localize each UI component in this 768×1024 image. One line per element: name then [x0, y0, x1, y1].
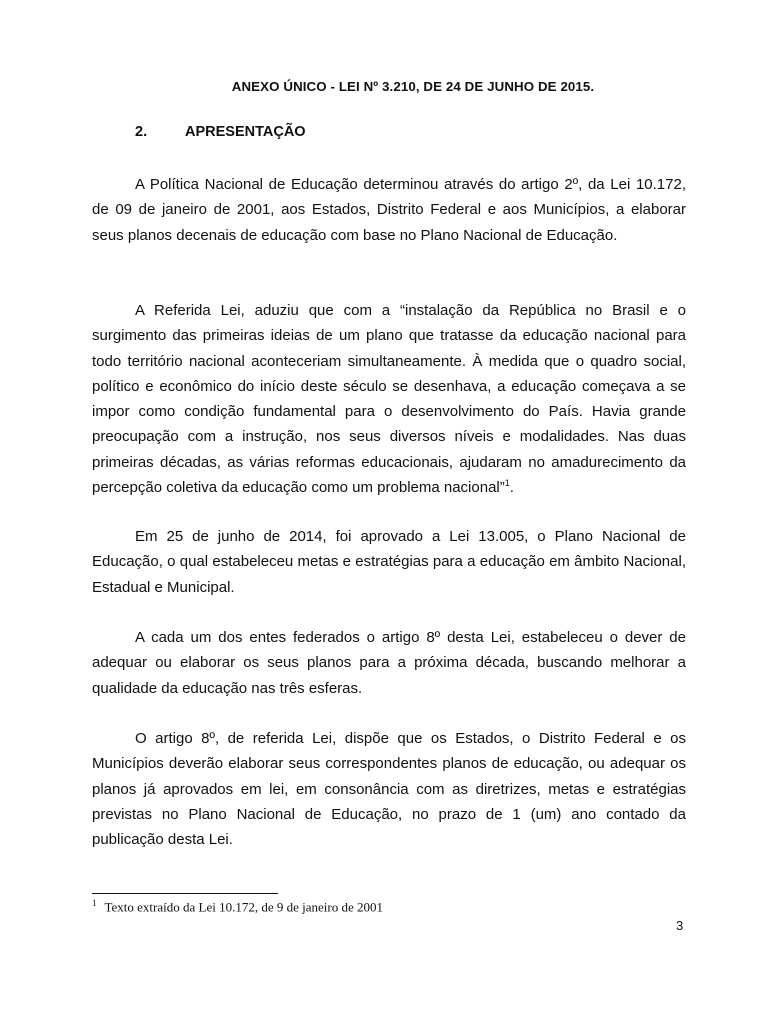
footnote-divider: [92, 893, 278, 894]
section-heading: [135, 124, 306, 140]
paragraph-1: A Política Nacional de Educação determinou através do artigo 2º, da Lei 10.172, de 09 de janeiro de 2001, aos Estados, Distrito Federal e aos Municípios, a elaborar seus planos decenais de educação com base no Plano Nacional de Educação.: [92, 176, 686, 244]
document-title: ANEXO ÚNICO - LEI Nº 3.210, DE 24 DE JUNHO DE 2015.: [231, 79, 595, 94]
paragraph-5: O artigo 8º, de referida Lei, dispõe que os Estados, o Distrito Federal e os Municípios deverão elaborar seus correspondentes planos de educação, ou adequar os planos já aprovados em lei, em consonância com as diretrizes, metas e estratégias previstas no Plano Nacional de Educação, no prazo de 1 (um) ano contado da publicação desta Lei.: [92, 730, 686, 849]
paragraph-3: Em 25 de junho de 2014, foi aprovado a Lei 13.005, o Plano Nacional de Educação, o qual estabeleceu metas e estratégias para a educação em âmbito Nacional, Estadual e Municipal.: [92, 528, 686, 596]
paragraph-2-end: .: [509, 479, 514, 497]
paragraph-2: [92, 298, 686, 500]
footnote-reference[interactable]: 1: [504, 478, 510, 489]
section-title: APRESENTAÇÃO: [185, 124, 306, 140]
footnote: [92, 898, 383, 915]
page-number: 3: [676, 918, 684, 933]
footnote-marker: 1: [92, 898, 97, 908]
paragraph-4: A cada um dos entes federados o artigo 8º desta Lei, estabeleceu o dever de adequar ou elaborar os seus planos para a próxima década, buscando melhorar a qualidade da educação nas três esferas.: [92, 629, 686, 697]
section-number: 2.: [135, 124, 148, 140]
paragraph-2-text: A Referida Lei, aduziu que com a “instalação da República no Brasil e o surgimento das primeiras ideias de um plano que tratasse da educação nacional para todo território nacional aconteceriam simultaneamente. À medida que o quadro social, político e econômico do início deste século se desenhava, a educação começava a se impor como condição fundamental para o desenvolvimento do País. Havia grande preocupação com a instrução, nos seus diversos níveis e modalidades. Nas duas primeiras décadas, as várias reformas educacionais, ajudaram no amadurecimento da percepção coletiva da educação como um problema nacional”: [92, 302, 686, 497]
footnote-text: Texto extraído da Lei 10.172, de 9 de janeiro de 2001: [104, 899, 384, 915]
